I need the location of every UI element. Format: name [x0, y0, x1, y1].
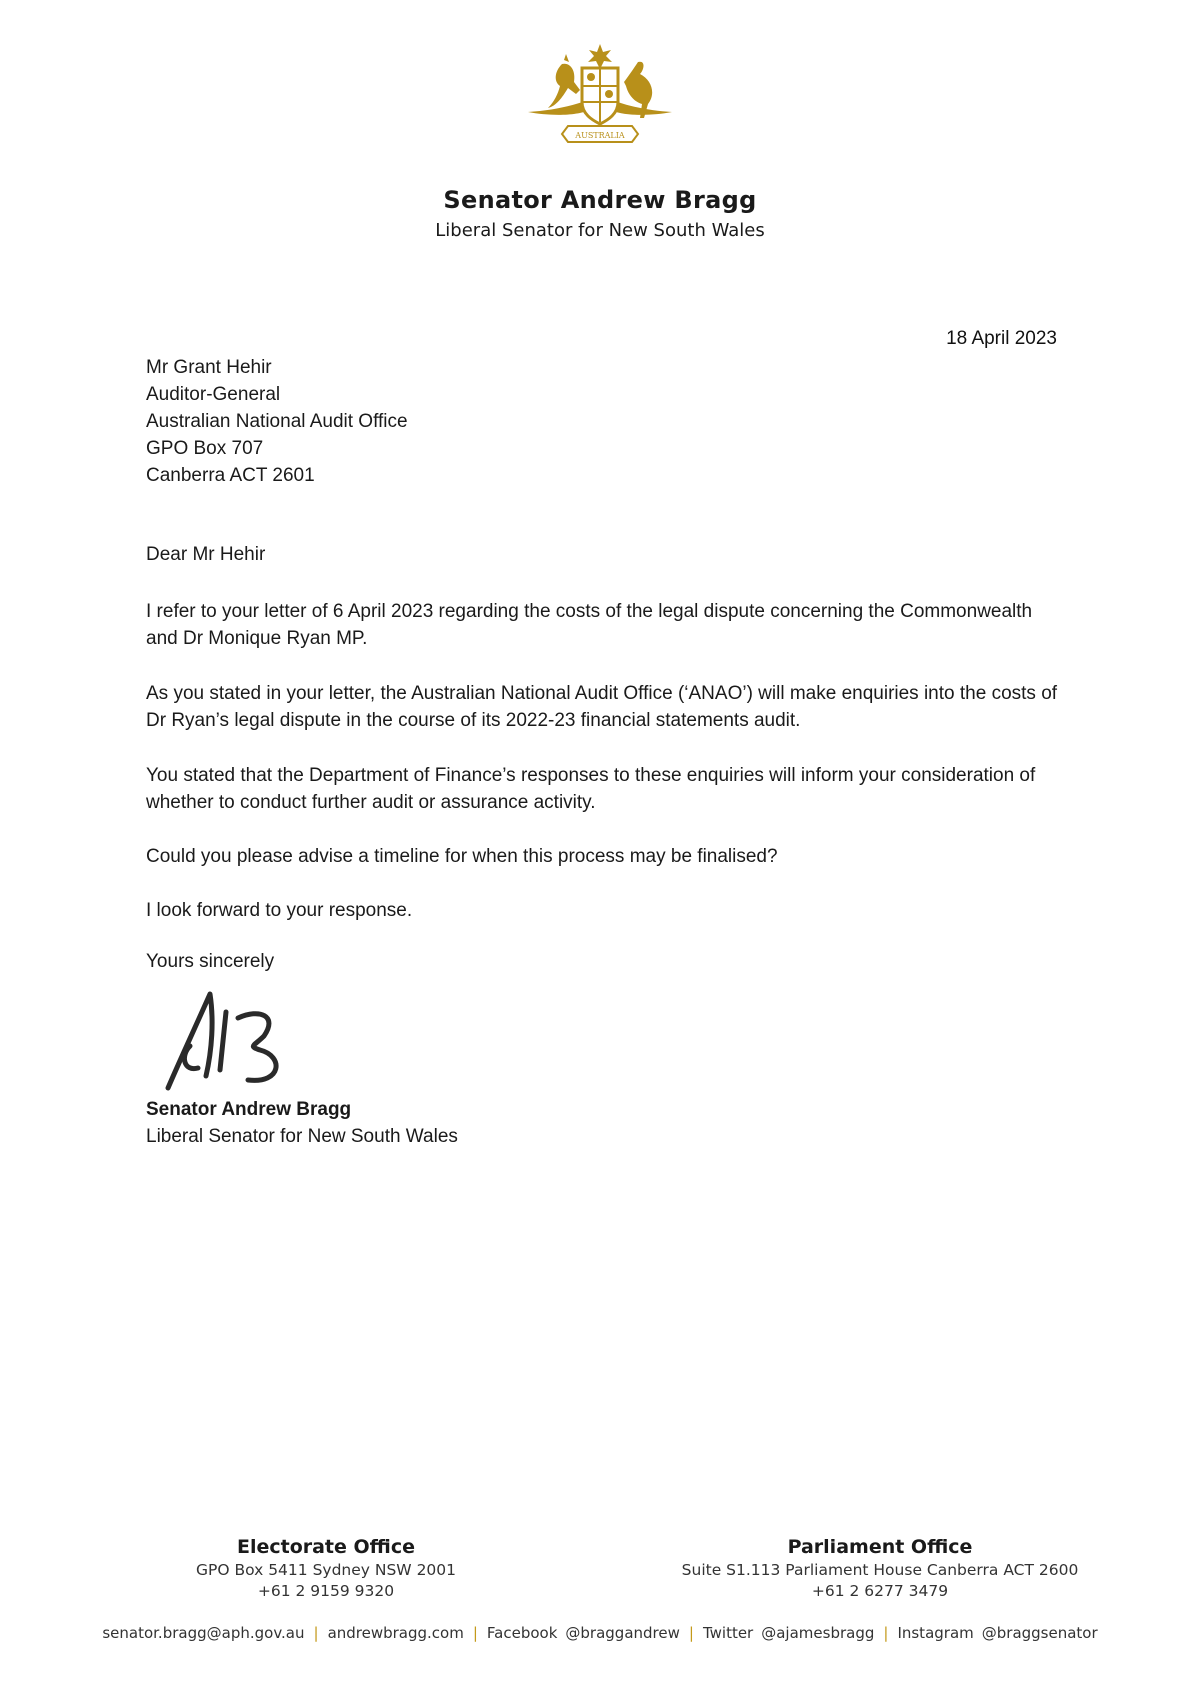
letterhead-role: Liberal Senator for New South Wales: [435, 220, 765, 241]
closing: Yours sincerely: [146, 951, 275, 972]
electorate-office-address: GPO Box 5411 Sydney NSW 2001: [195, 1561, 457, 1579]
signer-name: Senator Andrew Bragg: [146, 1099, 352, 1120]
salutation: Dear Mr Hehir: [146, 544, 266, 565]
recipient-address: [146, 354, 408, 489]
signer-role: Liberal Senator for New South Wales: [146, 1126, 458, 1147]
parliament-office: [670, 1536, 1090, 1600]
paragraph: I look forward to your response.: [146, 900, 413, 921]
address-line: Auditor-General: [146, 384, 281, 405]
address-line: Mr Grant Hehir: [146, 357, 272, 378]
address-line: Australian National Audit Office: [146, 411, 408, 432]
signature-icon: [150, 980, 330, 1092]
parliament-office-title: Parliament Office: [787, 1536, 973, 1558]
separator: |: [883, 1624, 889, 1642]
electorate-office-title: Electorate Office: [236, 1536, 416, 1558]
facebook-label: Facebook: [486, 1624, 558, 1642]
electorate-office-phone: +61 2 9159 9320: [257, 1582, 395, 1600]
svg-text:AUSTRALIA: AUSTRALIA: [575, 131, 625, 140]
twitter-label: Twitter: [702, 1624, 754, 1642]
coat-of-arms-icon: [520, 42, 680, 162]
letterhead: [0, 186, 1200, 241]
address-line: Canberra ACT 2601: [146, 465, 315, 486]
electorate-office: [176, 1536, 476, 1600]
instagram-handle[interactable]: @braggsenator: [981, 1624, 1098, 1642]
signer-block: [146, 1096, 458, 1150]
separator: |: [688, 1624, 694, 1642]
facebook-handle[interactable]: @braggandrew: [565, 1624, 680, 1642]
paragraph: I refer to your letter of 6 April 2023 regarding the costs of the legal dispute concerning the Commonwealth and Dr Monique Ryan MP.: [146, 601, 1033, 649]
parliament-office-phone: +61 2 6277 3479: [811, 1582, 949, 1600]
contact-bar: [0, 1624, 1200, 1642]
instagram-label: Instagram: [897, 1624, 974, 1642]
paragraph: As you stated in your letter, the Australian National Audit Office (‘ANAO’) will make enquiries into the costs of Dr Ryan’s legal dispute in the course of its 2022-23 financial statements audit.: [146, 683, 1058, 731]
paragraph: You stated that the Department of Finance’s responses to these enquiries will inform your consideration of whether to conduct further audit or assurance activity.: [146, 765, 1036, 813]
letter-date: 18 April 2023: [946, 328, 1057, 349]
email-link[interactable]: senator.bragg@aph.gov.au: [102, 1624, 305, 1642]
letterhead-name: Senator Andrew Bragg: [443, 186, 757, 214]
separator: |: [313, 1624, 319, 1642]
twitter-handle[interactable]: @ajamesbragg: [761, 1624, 875, 1642]
paragraph: Could you please advise a timeline for when this process may be finalised?: [146, 846, 778, 867]
address-line: GPO Box 707: [146, 438, 264, 459]
separator: |: [472, 1624, 478, 1642]
parliament-office-address: Suite S1.113 Parliament House Canberra ACT 2600: [681, 1561, 1079, 1579]
website-link[interactable]: andrewbragg.com: [327, 1624, 464, 1642]
